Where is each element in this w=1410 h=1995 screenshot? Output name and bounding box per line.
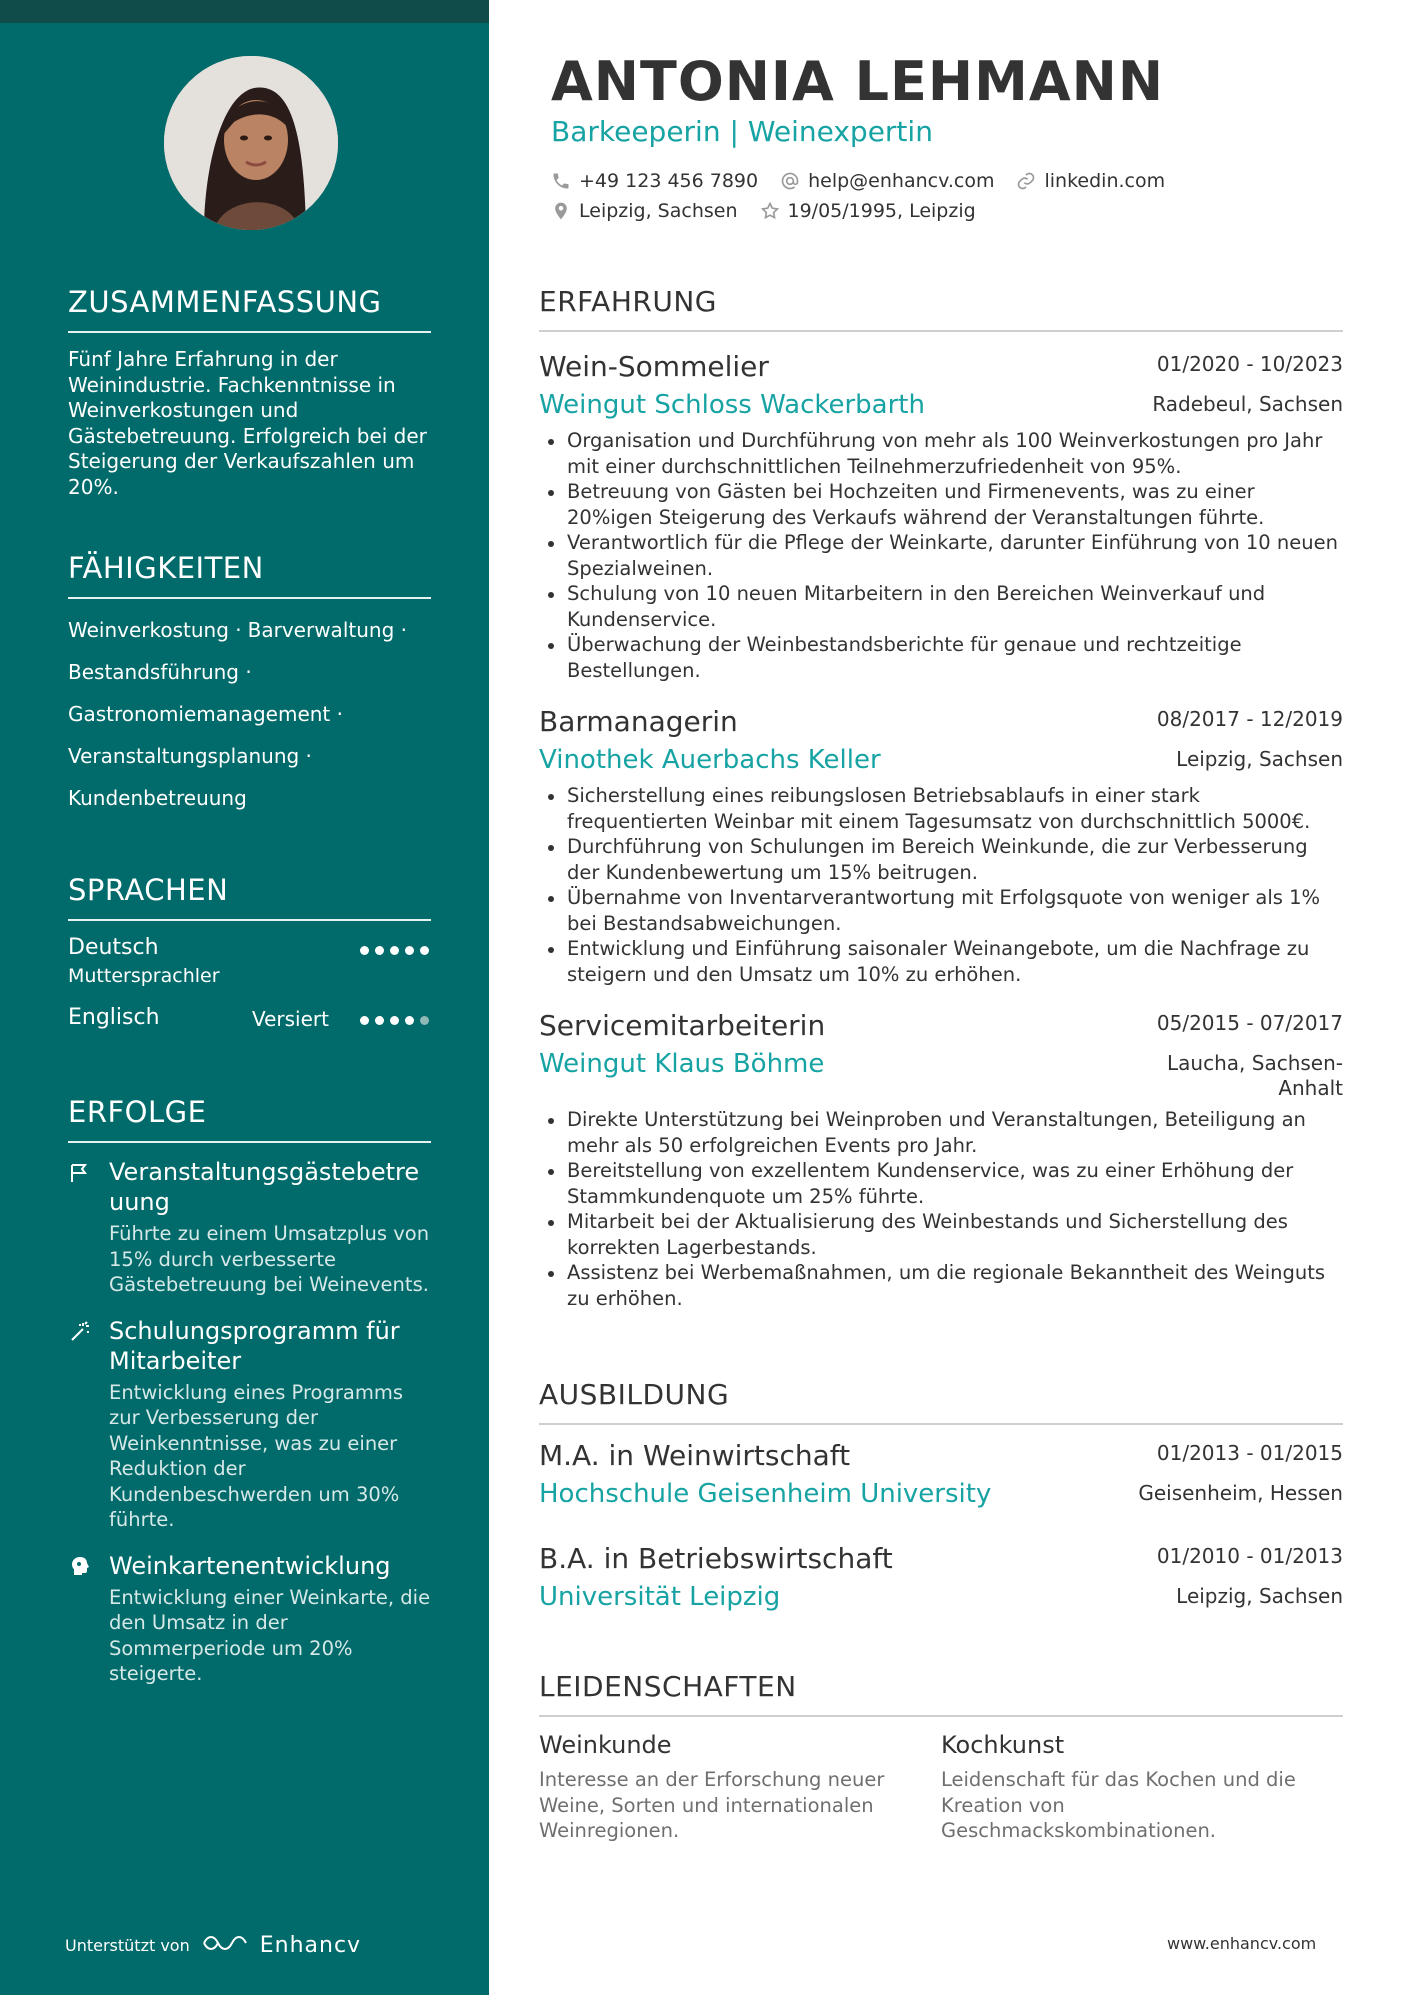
contact-location: [551, 200, 738, 222]
achievement-item: [68, 1157, 431, 1298]
achievements-section: [68, 1095, 431, 1705]
location-pin-icon: [551, 201, 571, 221]
languages-section: [68, 873, 431, 1075]
skill-item: Gastronomiemanagement ·: [68, 702, 343, 726]
contact-phone: [551, 170, 758, 192]
education-location: Geisenheim, Hessen: [1138, 1481, 1343, 1505]
education-dates: 01/2013 - 01/2015: [1156, 1441, 1343, 1465]
job-entry: [539, 350, 1343, 683]
brain-icon: [68, 1555, 92, 1579]
rating-dot: [390, 946, 399, 955]
skill-row: [68, 651, 431, 693]
languages-heading: SPRACHEN: [68, 873, 431, 921]
education-degree: M.A. in Weinwirtschaft: [539, 1439, 851, 1472]
skills-heading: FÄHIGKEITEN: [68, 551, 431, 599]
education-dates: 01/2010 - 01/2013: [1156, 1544, 1343, 1568]
summary-text: Fünf Jahre Erfahrung in der Weinindustrie. Fachkenntnisse in Weinverkostungen und Gästebetreuung. Erfolgreich bei der Steigerung der Verkaufszahlen um 20%.: [68, 347, 427, 499]
rating-dot: [420, 946, 429, 955]
contact-row: [551, 170, 1165, 192]
job-bullets: [539, 428, 1343, 683]
job-bullet: Schulung von 10 neuen Mitarbeitern in den Bereichen Weinverkauf und Kundenservice.: [539, 581, 1343, 632]
passions-heading: LEIDENSCHAFTEN: [539, 1670, 1343, 1717]
contact-linkedin[interactable]: [1016, 170, 1165, 192]
education-location: Leipzig, Sachsen: [1176, 1584, 1343, 1608]
candidate-name: ANTONIA LEHMANN: [551, 50, 1165, 113]
rating-dot: [405, 1016, 414, 1025]
job-bullet: Durchführung von Schulungen im Bereich Weinkunde, die zur Verbesserung der Kundenbewertung um 15% beitrugen.: [539, 834, 1343, 885]
job-company: Weingut Klaus Böhme: [539, 1049, 825, 1079]
candidate-title: Barkeeperin | Weinexpertin: [551, 115, 933, 148]
language-level: Muttersprachler: [68, 965, 220, 987]
experience-heading: ERFAHRUNG: [539, 285, 1343, 332]
job-company: Weingut Schloss Wackerbarth: [539, 390, 925, 420]
skill-row: [68, 609, 431, 651]
education-school: Hochschule Geisenheim University: [539, 1479, 992, 1509]
job-bullets: [539, 1107, 1343, 1311]
achievement-desc: Entwicklung eines Programms zur Verbesserung der Weinkenntnisse, was zu einer Reduktion der Kundenbeschwerden um 30% führte.: [109, 1380, 403, 1531]
skill-item: Kundenbetreuung: [68, 786, 247, 810]
job-bullet: Sicherstellung eines reibungslosen Betriebsablaufs in einer stark frequentierten Weinbar mit einem Tagesumsatz von durchschnittlich 5000€.: [539, 783, 1343, 834]
skill-item: Veranstaltungsplanung ·: [68, 744, 312, 768]
education-degree: B.A. in Betriebswirtschaft: [539, 1542, 893, 1575]
linkedin-text: linkedin.com: [1044, 170, 1166, 192]
skill-row: [68, 777, 431, 819]
rating-dot: [360, 1016, 369, 1025]
email-text: help@enhancv.com: [808, 170, 995, 192]
link-icon: [1016, 171, 1036, 191]
flag-icon: [68, 1161, 92, 1185]
powered-by: [65, 1932, 361, 1958]
job-bullet: Übernahme von Inventarverantwortung mit Erfolgsquote von weniger als 1% bei Bestandsabweichungen.: [539, 885, 1343, 936]
achievement-item: [68, 1316, 431, 1533]
star-icon: [760, 201, 780, 221]
language-name: Englisch: [68, 1005, 160, 1030]
skill-item: Bestandsführung ·: [68, 660, 252, 684]
sidebar: [0, 0, 489, 1995]
job-entry: [539, 705, 1343, 987]
job-bullet: Entwicklung und Einführung saisonaler Weinangebote, um die Nachfrage zu steigern und den Umsatz um 10% zu erhöhen.: [539, 936, 1343, 987]
education-heading: AUSBILDUNG: [539, 1378, 1343, 1425]
job-location: Leipzig, Sachsen: [1176, 747, 1343, 771]
job-bullet: Organisation und Durchführung von mehr als 100 Weinverkostungen pro Jahr mit einer durchschnittlichen Teilnehmerzufriedenheit von 95%.: [539, 428, 1343, 479]
avatar: [164, 56, 338, 230]
job-dates: 01/2020 - 10/2023: [1156, 352, 1343, 376]
language-rating: [360, 946, 429, 955]
contact-birth: [760, 200, 976, 222]
passion-item: [941, 1731, 1343, 1844]
skill-item: Weinverkostung ·: [68, 618, 242, 642]
phone-icon: [551, 171, 571, 191]
passion-desc: Leidenschaft für das Kochen und die Kreation von Geschmackskombinationen.: [941, 1768, 1296, 1842]
achievement-desc: Führte zu einem Umsatzplus von 15% durch verbesserte Gästebetreuung bei Weinevents.: [109, 1222, 430, 1296]
language-rating: [360, 1016, 429, 1025]
rating-dot: [360, 946, 369, 955]
skills-list: [68, 609, 431, 819]
job-company: Vinothek Auerbachs Keller: [539, 745, 881, 775]
rating-dot: [405, 946, 414, 955]
job-bullet: Verantwortlich für die Pflege der Weinkarte, darunter Einführung von 10 neuen Spezialweinen.: [539, 530, 1343, 581]
job-entry: [539, 1009, 1343, 1311]
skills-section: [68, 551, 431, 819]
passion-item: [539, 1731, 941, 1844]
wand-icon: [68, 1320, 92, 1344]
achievement-title: Veranstaltungsgästebetre uung: [109, 1158, 420, 1216]
passion-title: Weinkunde: [539, 1731, 672, 1759]
job-location: Laucha, Sachsen-Anhalt: [1167, 1051, 1343, 1100]
achievement-title: Schulungsprogramm für Mitarbeiter: [109, 1316, 400, 1375]
job-bullet: Bereitstellung von exzellentem Kundenservice, was zu einer Erhöhung der Stammkundenquote um 25% führte.: [539, 1158, 1343, 1209]
job-bullet: Überwachung der Weinbestandsberichte für genaue und rechtzeitige Bestellungen.: [539, 632, 1343, 683]
language-row: [68, 1005, 431, 1075]
enhancv-logo-icon: [202, 1932, 248, 1958]
phone-text: +49 123 456 7890: [579, 170, 759, 192]
job-bullet: Assistenz bei Werbemaßnahmen, um die regionale Bekanntheit des Weinguts zu erhöhen.: [539, 1260, 1343, 1311]
job-role: Barmanagerin: [539, 705, 738, 738]
education-section: [539, 1378, 1343, 1620]
language-name: Deutsch: [68, 935, 159, 960]
passions-section: [539, 1670, 1343, 1844]
achievement-desc: Entwicklung einer Weinkarte, die den Umsatz in der Sommerperiode um 20% steigerte.: [109, 1585, 431, 1685]
rating-dot: [375, 1016, 384, 1025]
contact-email[interactable]: [780, 170, 994, 192]
location-text: Leipzig, Sachsen: [579, 200, 738, 222]
education-entry: [539, 1542, 1343, 1620]
achievement-item: [68, 1551, 431, 1687]
summary-section: [68, 285, 431, 500]
education-entry: [539, 1439, 1343, 1517]
rating-dot: [390, 1016, 399, 1025]
at-icon: [780, 171, 800, 191]
skill-row: [68, 735, 431, 777]
contact-row: [551, 200, 976, 222]
language-row: [68, 935, 431, 1005]
website-link[interactable]: www.enhancv.com: [1167, 1934, 1317, 1953]
job-role: Wein-Sommelier: [539, 350, 769, 383]
rating-dot: [420, 1016, 429, 1025]
powered-by-label: Unterstützt von: [65, 1935, 190, 1955]
skill-item: Barverwaltung ·: [247, 618, 407, 642]
sidebar-top-bar: [0, 0, 489, 23]
rating-dot: [375, 946, 384, 955]
achievements-heading: ERFOLGE: [68, 1095, 431, 1143]
summary-heading: ZUSAMMENFASSUNG: [68, 285, 431, 333]
job-bullet: Direkte Unterstützung bei Weinproben und Veranstaltungen, Beteiligung an mehr als 50 erfolgreichen Events pro Jahr.: [539, 1107, 1343, 1158]
skill-row: [68, 693, 431, 735]
education-school: Universität Leipzig: [539, 1582, 781, 1612]
job-bullets: [539, 783, 1343, 987]
job-dates: 05/2015 - 07/2017: [1156, 1011, 1343, 1035]
achievement-title: Weinkartenentwicklung: [109, 1551, 391, 1580]
passion-title: Kochkunst: [941, 1731, 1065, 1759]
experience-section: [539, 285, 1343, 1311]
birth-text: 19/05/1995, Leipzig: [787, 200, 976, 222]
job-bullet: Mitarbeit bei der Aktualisierung des Weinbestands und Sicherstellung des korrekten Lagerbestands.: [539, 1209, 1343, 1260]
job-role: Servicemitarbeiterin: [539, 1009, 826, 1042]
passion-desc: Interesse an der Erforschung neuer Weine, Sorten und internationalen Weinregionen.: [539, 1768, 885, 1842]
job-location: Radebeul, Sachsen: [1152, 392, 1343, 416]
job-bullet: Betreuung von Gästen bei Hochzeiten und Firmenevents, was zu einer 20%igen Steigerung des Verkaufs während der Veranstaltungen führte.: [539, 479, 1343, 530]
language-level: Versiert: [251, 1007, 329, 1031]
enhancv-logo-text: Enhancv: [259, 1932, 362, 1958]
job-dates: 08/2017 - 12/2019: [1156, 707, 1343, 731]
